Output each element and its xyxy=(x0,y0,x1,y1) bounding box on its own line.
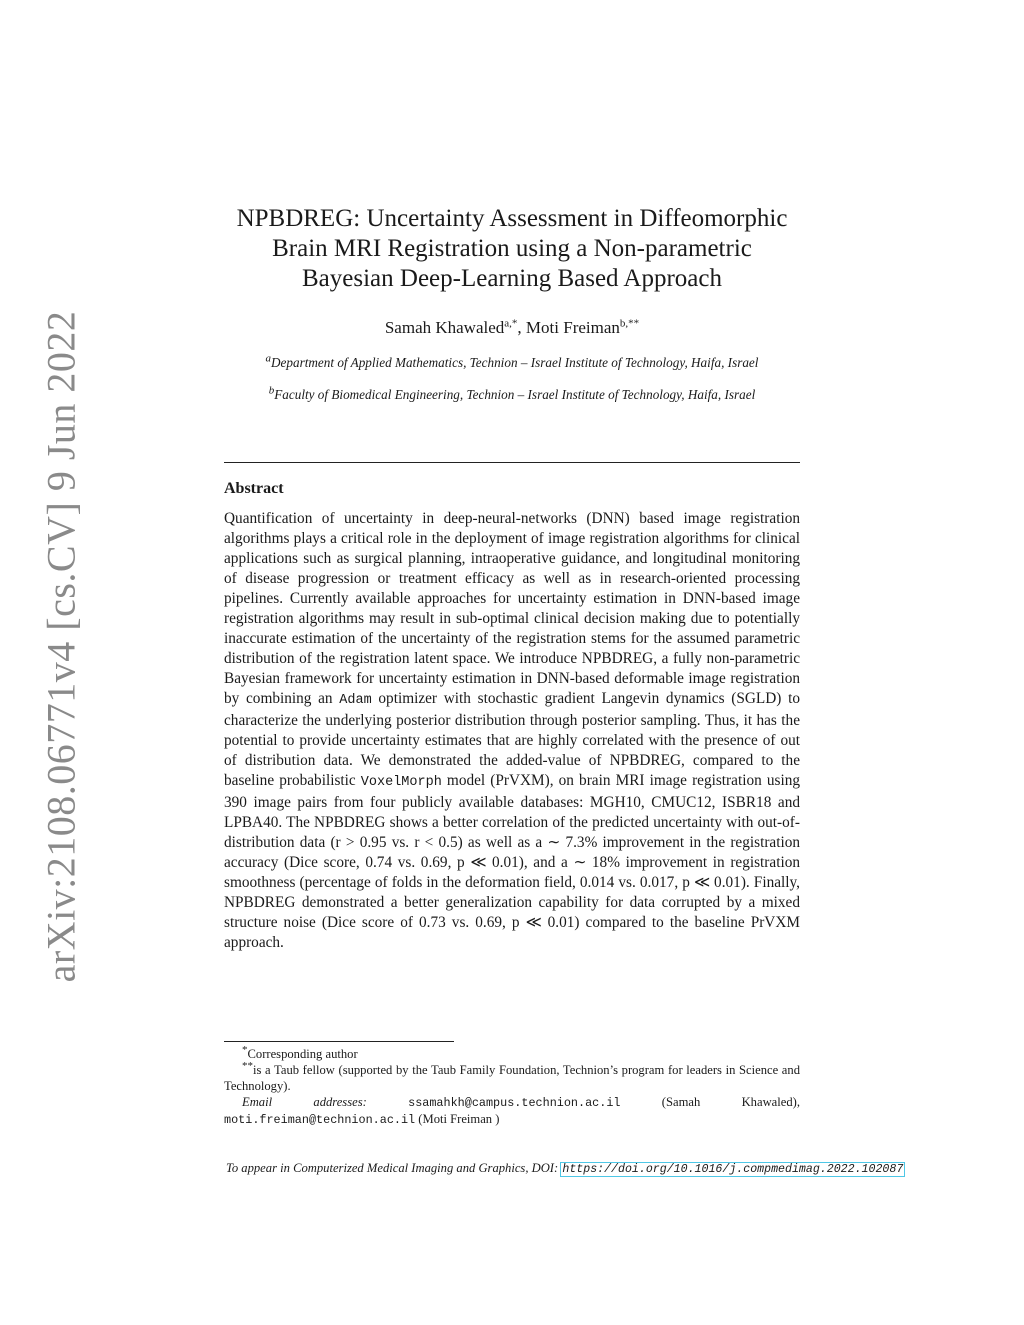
author-separator: , xyxy=(517,318,526,337)
title-line-1: NPBDREG: Uncertainty Assessment in Diffeomorphic xyxy=(236,205,788,232)
footnote-rule xyxy=(224,1041,454,1042)
title-line-3: Bayesian Deep-Learning Based Approach xyxy=(302,265,722,292)
email-link[interactable]: ssamahkh@campus.technion.ac.il xyxy=(408,1096,621,1110)
affiliation-b xyxy=(222,384,802,403)
footnote-corresponding xyxy=(224,1043,800,1062)
abstract-text: Quantification of uncertainty in deep-neural-networks (DNN) based image registration algorithms plays a critical role in the deployment of image registration algorithms for clinical applications such as surgical planning, intraoperative guidance, and longitudinal monitoring of disease progression or treatment efficacy as well as in research-oriented processing pipelines. Currently available approaches for uncertainty estimation in DNN-based image registration algorithms may result in sub-optimal clinical decision making due to potentially inaccurate estimation of the uncertainty of the registration stems for the assumed parametric distribution of the registration latent space. We introduce NPBDREG, a fully non-parametric Bayesian framework for uncertainty estimation in DNN-based deformable image registration by combining an xyxy=(224,510,800,707)
footnote-fellow xyxy=(224,1059,800,1094)
arxiv-id-text: arXiv:2108.06771v4 [cs.CV] 9 Jun 2022 xyxy=(38,310,84,982)
footnote-text: is a Taub fellow (supported by the Taub Family Foundation, Technion’s program for leaders in Science and Technology). xyxy=(224,1063,800,1093)
footnotes xyxy=(224,1043,800,1128)
affiliation-text: Department of Applied Mathematics, Technion – Israel Institute of Technology, Haifa, Israel xyxy=(271,355,759,370)
abstract-text: model (PrVXM), on brain MRI image registration using 390 image pairs from four publicly available databases: MGH10, CMUC12, ISBR18 and LPBA40. The NPBDREG shows a better correlation of the predicted uncertainty with out-of-distribution data (r > 0.95 vs. r < 0.5) as well as a ∼ 7.3% improvement in the registration accuracy (Dice score, 0.74 vs. 0.69, p ≪ 0.01), and a ∼ 18% improvement in registration smoothness (percentage of folds in the deformation field, 0.014 vs. 0.017, p ≪ 0.01). Finally, NPBDREG demonstrated a better generalization capability for data corrupted by a mixed structure noise (Dice score of 0.73 vs. 0.69, p ≪ 0.01) compared to the baseline PrVXM approach. xyxy=(224,772,800,951)
abstract-text: optimizer with stochastic gradient Langevin dynamics (SGLD) to characterize the underlying posterior distribution through posterior sampling. Thus, it has the potential to provide uncertainty estimates that are highly correlated with the presence of out of distribution data. We demonstrated the added-value of NPBDREG, compared to the baseline probabilistic xyxy=(224,690,800,789)
arxiv-sidebar-stamp xyxy=(38,310,84,982)
author-name: Moti Freiman xyxy=(525,318,620,337)
footnote-mark: ** xyxy=(242,1059,253,1072)
affiliation-a xyxy=(222,352,802,371)
email-owner: (Samah Khawaled), xyxy=(620,1095,800,1109)
paper-title xyxy=(210,204,814,294)
title-line-2: Brain MRI Registration using a Non-parametric xyxy=(272,235,752,262)
abstract-top-rule xyxy=(224,462,800,463)
footnote-emails xyxy=(224,1094,800,1128)
doi-link[interactable]: https://doi.org/10.1016/j.compmedimag.2022.102087 xyxy=(562,1163,904,1176)
affiliation-mark: b xyxy=(268,384,275,397)
author-list xyxy=(210,318,814,338)
publication-note xyxy=(226,1161,1006,1176)
abstract-body xyxy=(224,509,800,953)
code-term: VoxelMorph xyxy=(360,775,442,790)
affiliation-text: Faculty of Biomedical Engineering, Technion – Israel Institute of Technology, Haifa, Israel xyxy=(274,387,756,402)
publication-text: To appear in Computerized Medical Imaging and Graphics, DOI: xyxy=(226,1161,562,1175)
email-link[interactable]: moti.freiman@technion.ac.il xyxy=(224,1113,416,1127)
author-name: Samah Khawaled xyxy=(384,318,505,337)
footnote-text: Corresponding author xyxy=(247,1047,358,1061)
abstract-heading: Abstract xyxy=(224,480,284,497)
author-affiliation-mark: b,** xyxy=(619,317,640,330)
footnote-mark: * xyxy=(242,1043,248,1056)
email-owner: (Moti Freiman ) xyxy=(415,1112,500,1126)
abstract-paragraph xyxy=(224,509,800,953)
affiliation-mark: a xyxy=(265,352,272,365)
email-label: Email addresses: xyxy=(242,1095,367,1109)
author-affiliation-mark: a,* xyxy=(504,317,518,330)
code-term: Adam xyxy=(339,693,372,708)
